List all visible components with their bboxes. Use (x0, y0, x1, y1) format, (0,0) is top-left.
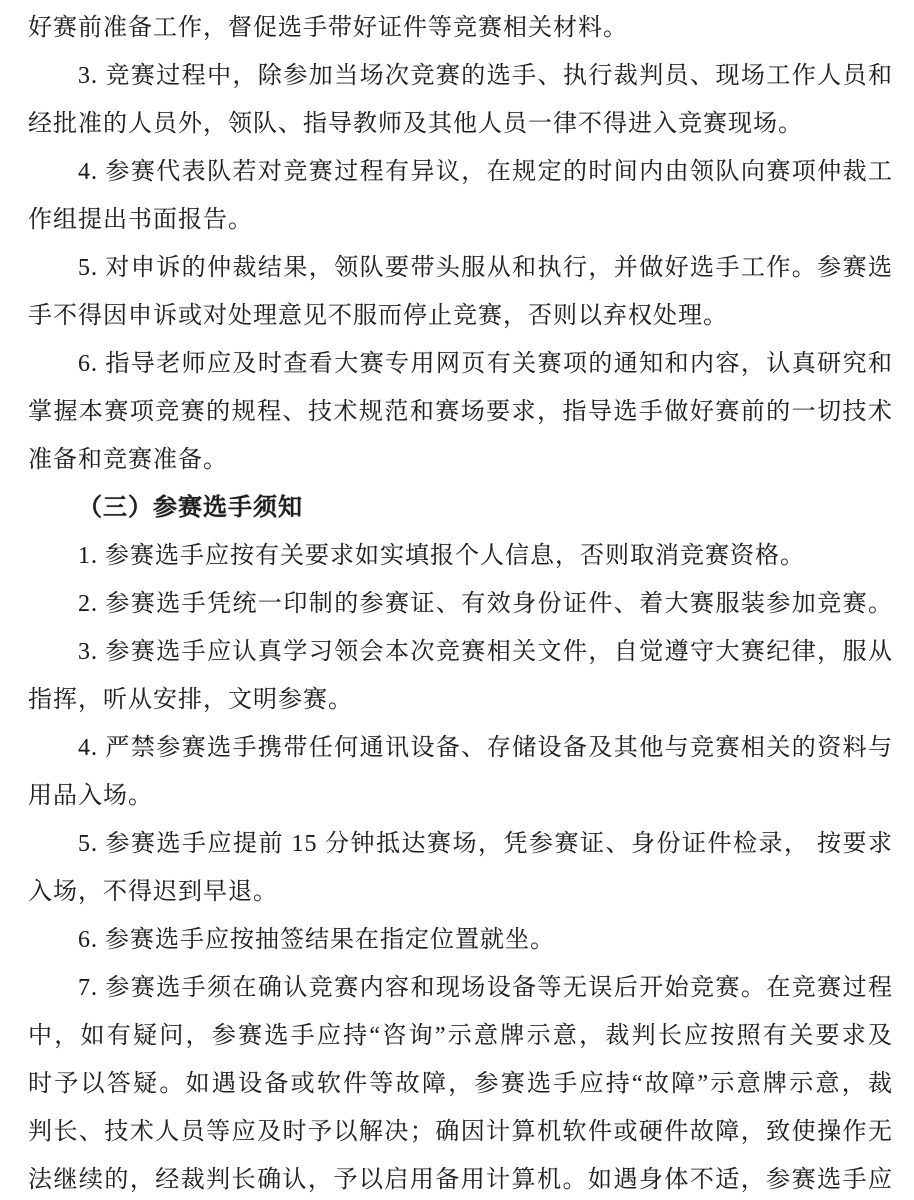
text-line: 4. 参赛代表队若对竞赛过程有异议，在规定的时间内由领队向赛项仲裁工 (78, 159, 893, 185)
text-line: 用品入场。 (28, 783, 153, 809)
text-line: 好赛前准备工作，督促选手带好证件等竞赛相关材料。 (28, 15, 628, 41)
text-line: 6. 参赛选手应按抽签结果在指定位置就坐。 (78, 927, 555, 953)
text-line: 3. 参赛选手应认真学习领会本次竞赛相关文件，自觉遵守大赛纪律，服从 (78, 639, 893, 665)
text-line: 时予以答疑。如遇设备或软件等故障，参赛选手应持“故障”示意牌示意，裁 (28, 1071, 893, 1097)
text-line: 5. 对申诉的仲裁结果，领队要带头服从和执行，并做好选手工作。参赛选 (78, 255, 893, 281)
text-line: 1. 参赛选手应按有关要求如实填报个人信息，否则取消竞赛资格。 (78, 543, 805, 569)
text-line: 6. 指导老师应及时查看大赛专用网页有关赛项的通知和内容，认真研究和 (78, 351, 893, 377)
text-line: 5. 参赛选手应提前 15 分钟抵达赛场，凭参赛证、身份证件检录， 按要求 (78, 831, 893, 857)
text-line: 指挥，听从安排，文明参赛。 (28, 687, 353, 713)
text-line: 3. 竞赛过程中，除参加当场次竞赛的选手、执行裁判员、现场工作人员和 (78, 63, 893, 89)
text-line: 法继续的，经裁判长确认，予以启用备用计算机。如遇身体不适，参赛选手应 (28, 1167, 893, 1193)
text-line: 经批准的人员外，领队、指导教师及其他人员一律不得进入竞赛现场。 (28, 111, 803, 137)
text-line: 判长、技术人员等应及时予以解决；确因计算机软件或硬件故障，致使操作无 (28, 1119, 893, 1145)
text-line: 准备和竞赛准备。 (28, 447, 228, 473)
text-line: 4. 严禁参赛选手携带任何通讯设备、存储设备及其他与竞赛相关的资料与 (78, 735, 893, 761)
text-line: 手不得因申诉或对处理意见不服而停止竞赛，否则以弃权处理。 (28, 303, 728, 329)
text-line: 作组提出书面报告。 (28, 207, 253, 233)
text-line: 7. 参赛选手须在确认竞赛内容和现场设备等无误后开始竞赛。在竞赛过程 (78, 975, 893, 1001)
text-line: 入场，不得迟到早退。 (28, 879, 278, 905)
text-line: 2. 参赛选手凭统一印制的参赛证、有效身份证件、着大赛服装参加竞赛。 (78, 591, 893, 617)
section-heading: （三）参赛选手须知 (78, 495, 303, 521)
text-line: 掌握本赛项竞赛的规程、技术规范和赛场要求，指导选手做好赛前的一切技术 (28, 399, 893, 425)
text-line: 中，如有疑问，参赛选手应持“咨询”示意牌示意，裁判长应按照有关要求及 (28, 1023, 893, 1049)
